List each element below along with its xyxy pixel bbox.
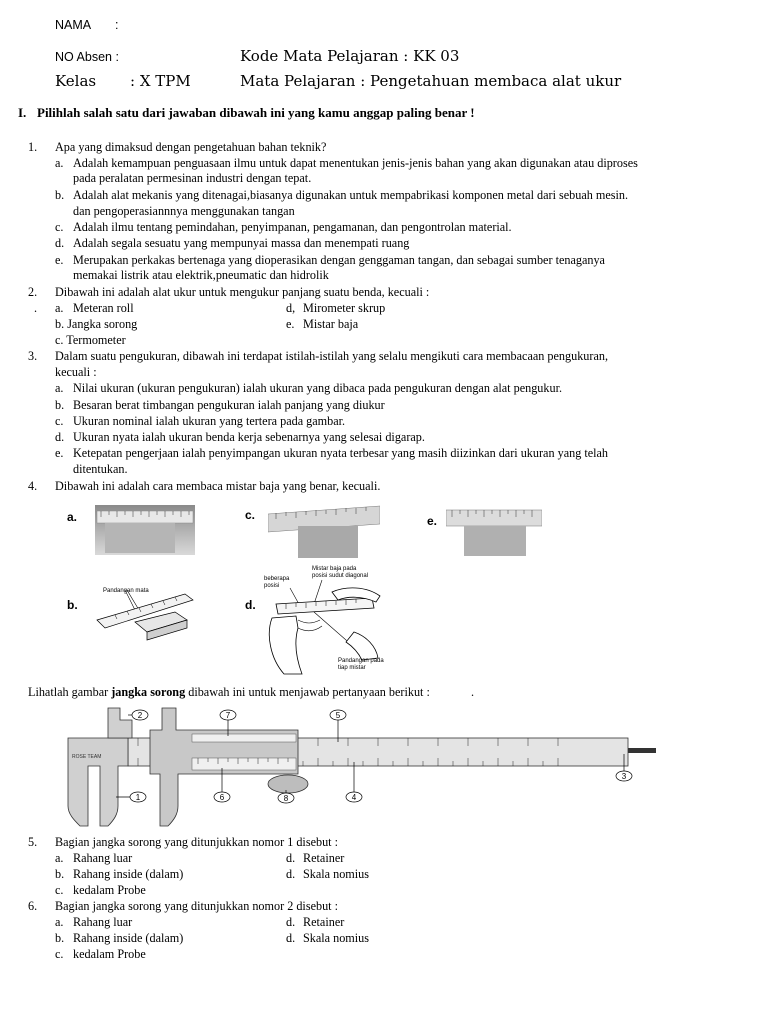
- q4-image-d-caption-3: beberapa: [264, 576, 290, 582]
- q1-option-e-line1: Merupakan perkakas bertenaga yang dioperasikan dengan genggaman tangan, dan sebagai sumber tenaganya: [73, 253, 605, 267]
- q4-question: Dibawah ini adalah cara membaca mistar baja yang benar, kecuali.: [55, 479, 381, 493]
- q4-image-b-label: b.: [67, 598, 78, 612]
- q2-letter-e: e.: [286, 317, 295, 331]
- q2-option-b: b. Jangka sorong: [55, 317, 138, 331]
- section-title: Pilihlah salah satu dari jawaban dibawah ini yang kamu anggap paling benar !: [37, 105, 475, 120]
- callout-1: [130, 792, 146, 802]
- q3-option-d: Ukuran nyata ialah ukuran benda kerja sebenarnya yang selesai digarap.: [73, 430, 425, 444]
- kode-mapel: Kode Mata Pelajaran : KK 03: [240, 47, 460, 65]
- q6-option-d: Retainer: [303, 915, 345, 929]
- q2-option-e: Mistar baja: [303, 317, 359, 331]
- callout-8-text: 8: [283, 794, 289, 803]
- nama-colon: :: [115, 18, 119, 32]
- q5-letter-c: c.: [55, 883, 64, 897]
- q5-option-d: Retainer: [303, 851, 345, 865]
- q1-letter-e: e.: [55, 253, 64, 267]
- q6-letter-e: d.: [286, 931, 296, 945]
- q1-option-e-line2: memakai listrik atau elektrik,pneumatic dan hidrolik: [73, 268, 329, 282]
- q4-image-c-label: c.: [245, 508, 256, 522]
- q4-image-e-photo: [446, 508, 542, 556]
- kelas-label: Kelas: [55, 72, 97, 90]
- caliper-intro-pre: Lihatlah gambar: [28, 685, 112, 699]
- caliper-vernier-window: [192, 734, 296, 742]
- q5-letter-e: d.: [286, 867, 296, 881]
- q6-option-c: kedalam Probe: [73, 947, 146, 961]
- callout-5-text: 5: [335, 711, 341, 720]
- q4-image-d-caption-5: Pandangan pada: [338, 658, 384, 664]
- q3-option-b: Besaran berat timbangan pengukuran ialah panjang yang diukur: [73, 398, 385, 412]
- q1-letter-b: b.: [55, 188, 65, 202]
- q4-image-d-caption-1: Mistar baja pada: [312, 566, 357, 572]
- q4-image-a-label: a.: [67, 510, 78, 524]
- q3-option-c: Ukuran nominal ialah ukuran yang tertera pada gambar.: [73, 414, 346, 428]
- q6-question: Bagian jangka sorong yang ditunjukkan nomor 2 disebut :: [55, 899, 338, 913]
- callout-3-text: 3: [621, 772, 627, 781]
- mata-pelajaran: Mata Pelajaran : Pengetahuan membaca alat ukur: [240, 72, 622, 90]
- callout-6: [214, 792, 230, 802]
- q6-letter-a: a.: [55, 915, 64, 929]
- q1-option-c: Adalah ilmu tentang pemindahan, penyimpanan, pengamanan, dan pengontrolan material.: [73, 220, 512, 234]
- callout-8: [278, 793, 294, 803]
- q1-option-d: Adalah segala sesuatu yang mempunyai massa dan menempati ruang: [73, 236, 410, 250]
- kelas-value: : X TPM: [130, 72, 191, 90]
- caliper-intro-dot: .: [471, 685, 475, 699]
- q2-letter-a: a.: [55, 301, 64, 315]
- q2-stray-dot: .: [34, 301, 38, 315]
- caliper-intro-post: dibawah ini untuk menjawab pertanyaan berikut :: [185, 685, 430, 699]
- q5-letter-d: d.: [286, 851, 296, 865]
- q3-letter-e: e.: [55, 446, 64, 460]
- caliper-intro: [28, 685, 430, 700]
- q5-option-b: Rahang inside (dalam): [73, 867, 184, 881]
- q2-option-d: Mirometer skrup: [303, 301, 386, 315]
- q3-option-e-line2: ditentukan.: [73, 462, 128, 476]
- callout-7: [220, 710, 236, 720]
- q4-image-b-caption: Pandangan mata: [103, 588, 149, 594]
- caliper-depth-probe: [628, 748, 656, 753]
- q4-image-d-label: d.: [245, 598, 256, 612]
- q4-image-b-drawing: [95, 582, 195, 642]
- q4-number: 4.: [28, 479, 38, 493]
- q4-image-a-photo: [95, 505, 195, 555]
- caliper-brand: ROSE TEAM: [72, 754, 102, 760]
- q3-option-e-line1: Ketepatan pengerjaan ialah penyimpangan ukuran nyata terbesar yang masih diizinkan dari ukuran yang telah: [73, 446, 609, 460]
- q1-question: Apa yang dimaksud dengan pengetahuan bahan teknik?: [55, 140, 327, 154]
- q6-letter-d: d.: [286, 915, 296, 929]
- callout-2-text: 2: [137, 711, 143, 720]
- q5-option-a: Rahang luar: [73, 851, 133, 865]
- q5-question: Bagian jangka sorong yang ditunjukkan nomor 1 disebut :: [55, 835, 338, 849]
- q4-image-d-drawing: [262, 562, 388, 682]
- callout-1-text: 1: [135, 793, 141, 802]
- q3-question-line1: Dalam suatu pengukuran, dibawah ini terdapat istilah-istilah yang selalu mengikuti cara membacaan pengukuran,: [55, 349, 608, 363]
- q3-letter-b: b.: [55, 398, 65, 412]
- q2-question: Dibawah ini adalah alat ukur untuk mengukur panjang suatu benda, kecuali :: [55, 285, 430, 299]
- q2-letter-d: d,: [286, 301, 296, 315]
- q1-option-a-line1: Adalah kemampuan penguasaan ilmu untuk dapat menentukan jenis-jenis bahan yang akan digunakan atau diproses: [73, 156, 638, 170]
- q3-question-line2: kecuali :: [55, 365, 97, 379]
- q6-letter-b: b.: [55, 931, 65, 945]
- q1-letter-a: a.: [55, 156, 64, 170]
- callout-4: [346, 792, 362, 802]
- caliper-fixed-jaw: [68, 738, 128, 826]
- q3-letter-a: a.: [55, 381, 64, 395]
- q4-image-d-caption-6: tiap mistar: [338, 665, 366, 671]
- q5-option-c: kedalam Probe: [73, 883, 146, 897]
- q3-option-a: Nilai ukuran (ukuran pengukuran) ialah ukuran yang dibaca pada pengukuran dengan alat pengukur.: [73, 381, 563, 395]
- q6-number: 6.: [28, 899, 38, 913]
- q2-option-a: Meteran roll: [73, 301, 134, 315]
- q1-letter-c: c.: [55, 220, 64, 234]
- q6-option-a: Rahang luar: [73, 915, 133, 929]
- q6-option-e: Skala nomius: [303, 931, 370, 945]
- callout-2: [132, 710, 148, 720]
- caliper-thumb-screw: [268, 775, 308, 793]
- q5-number: 5.: [28, 835, 38, 849]
- q1-option-b-line2: dan pengoperasiannnya menggunakan tangan: [73, 204, 295, 218]
- q3-number: 3.: [28, 349, 38, 363]
- q2-number: 2.: [28, 285, 38, 299]
- q4-image-d-caption-2: posisi sudut diagonal: [312, 573, 369, 579]
- caliper-vernier-scale: [192, 758, 296, 770]
- q6-letter-c: c.: [55, 947, 64, 961]
- callout-4-text: 4: [351, 793, 357, 802]
- q1-letter-d: d.: [55, 236, 65, 250]
- q1-option-b-line1: Adalah alat mekanis yang ditenagai,biasanya digunakan untuk mempabrikasi komponen metal dari sebuah mesin.: [73, 188, 629, 202]
- q3-letter-c: c.: [55, 414, 64, 428]
- callout-7-text: 7: [225, 711, 231, 720]
- section-number: I.: [18, 105, 27, 120]
- q5-letter-b: b.: [55, 867, 65, 881]
- q1-option-a-line2: pada peralatan permesinan industri dengan tepat.: [73, 171, 312, 185]
- q4-image-e-label: e.: [427, 514, 438, 528]
- nama-label: NAMA: [55, 18, 92, 32]
- caliper-fixed-inside-jaw: [108, 708, 132, 738]
- vernier-caliper-drawing: [58, 702, 660, 832]
- q6-option-b: Rahang inside (dalam): [73, 931, 184, 945]
- q5-option-e: Skala nomius: [303, 867, 370, 881]
- q5-letter-a: a.: [55, 851, 64, 865]
- q2-option-c: c. Termometer: [55, 333, 126, 347]
- caliper-intro-bold: jangka sorong: [111, 685, 186, 699]
- q4-image-d-caption-4: posisi: [264, 583, 280, 589]
- q3-letter-d: d.: [55, 430, 65, 444]
- q4-image-c-photo: [268, 502, 380, 558]
- callout-3: [616, 771, 632, 781]
- callout-5: [330, 710, 346, 720]
- absen-label: NO Absen :: [55, 50, 119, 64]
- callout-6-text: 6: [219, 793, 225, 802]
- q1-number: 1.: [28, 140, 38, 154]
